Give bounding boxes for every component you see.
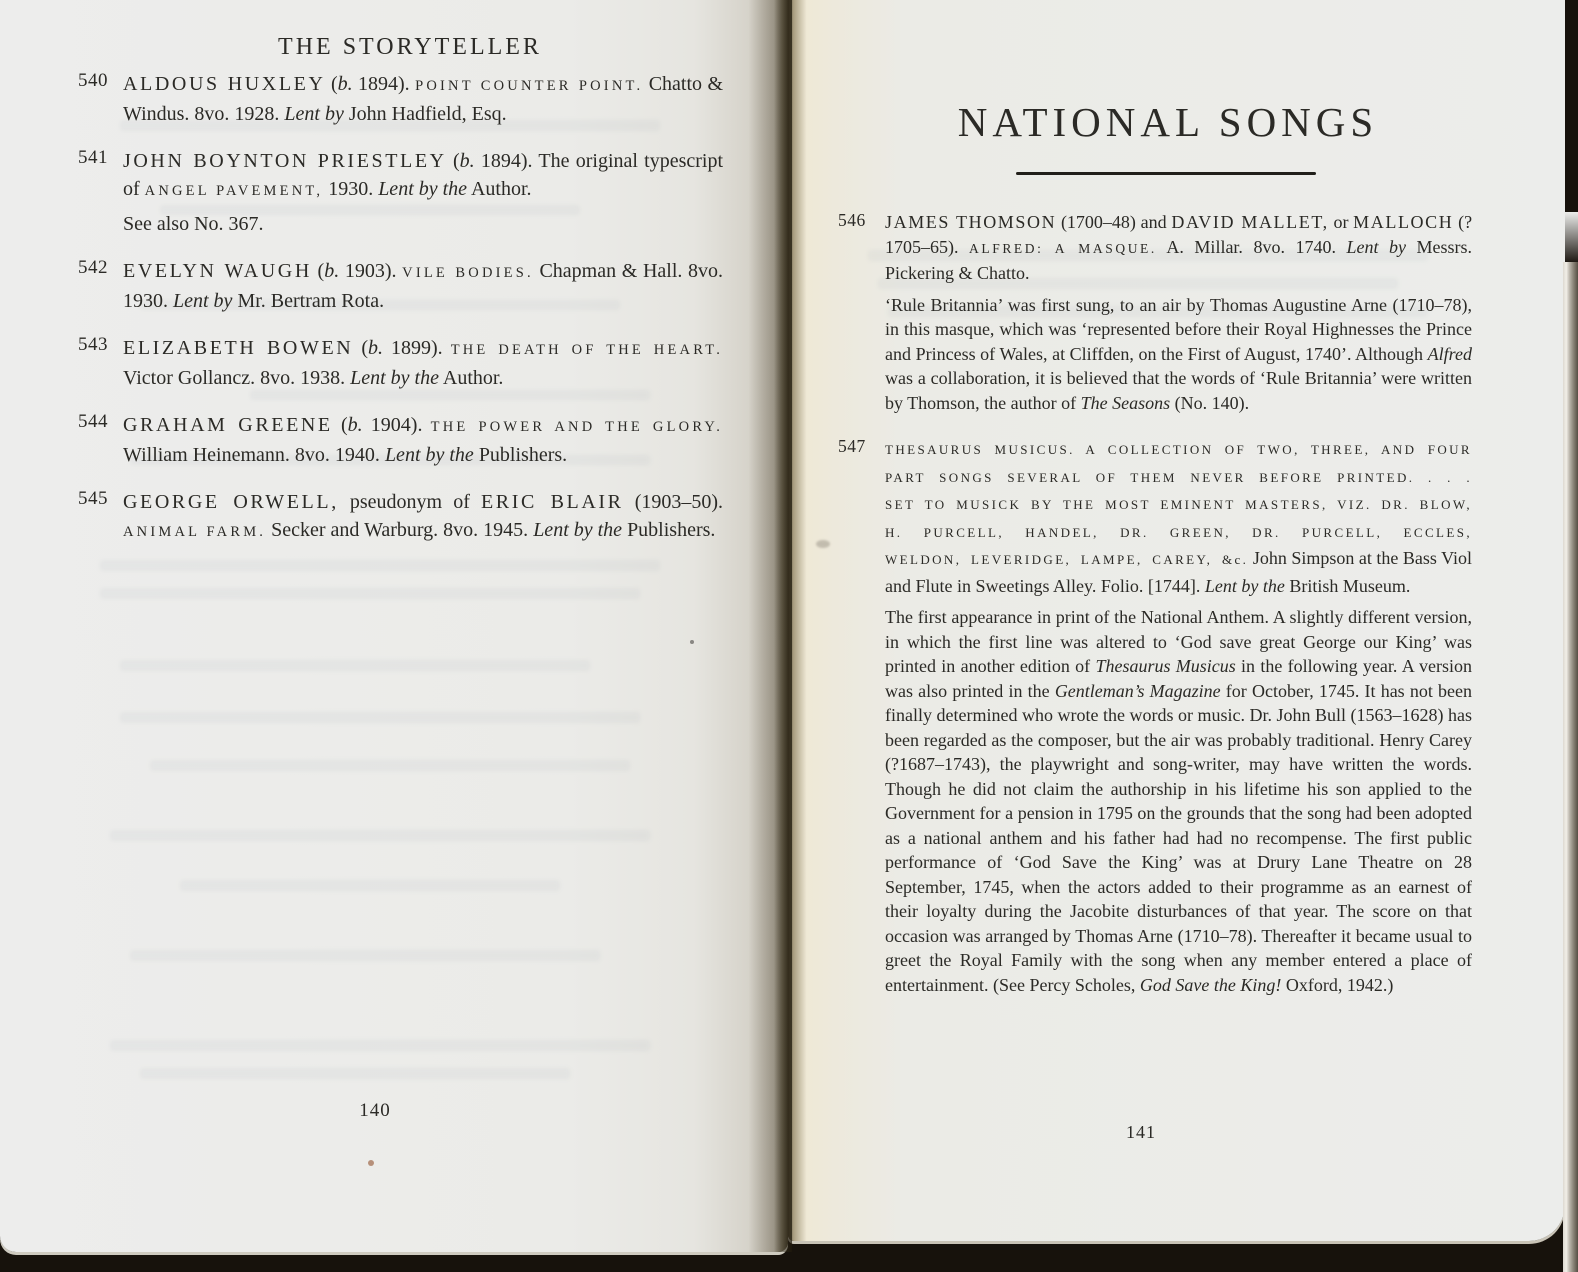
lent-by: Lent by [284, 103, 344, 125]
lender: Author. [442, 367, 504, 389]
catalogue-entry-541 [78, 147, 728, 238]
entry-commentary [885, 605, 1472, 997]
work-ref-italic: Thesaurus Musicus [1095, 656, 1236, 676]
imprint: Secker and Warburg. 8vo. 1945. [271, 519, 529, 541]
work-ref-italic: God Save the King! [1139, 974, 1282, 995]
lent-by: Lent by the [378, 178, 468, 200]
conjunction: or [1333, 212, 1349, 232]
show-through-line [120, 712, 640, 723]
work-title: VILE BODIES. [402, 265, 534, 281]
lender: Publishers. [478, 444, 568, 466]
paren: ( [317, 260, 325, 282]
commentary-text: in the following year. A version was also printed in the [885, 656, 1472, 701]
born-abbrev: b. [337, 73, 353, 95]
paper-speck [816, 540, 830, 548]
show-through-line [140, 1068, 570, 1079]
lender: Author. [470, 178, 532, 200]
author-name-2: DAVID MALLET, [1171, 212, 1329, 232]
entry-number: 541 [78, 147, 108, 168]
catalogue-entry-546 [838, 210, 1478, 415]
page-edge-stack [1563, 262, 1578, 1272]
entry-text [123, 147, 723, 238]
life-years-2: (?1705–65). [885, 212, 1473, 257]
entry-number: 544 [78, 411, 108, 432]
author-name: JOHN BOYNTON PRIESTLEY [123, 150, 447, 172]
work-title: ANGEL PAVEMENT, [144, 183, 324, 199]
right-entries [838, 210, 1478, 1018]
page-number-left: 140 [359, 1100, 391, 1121]
right-page [788, 0, 1565, 1241]
show-through-line [110, 830, 650, 841]
paren: ( [340, 414, 348, 436]
catalogue-entry-542 [78, 257, 728, 315]
work-ref-italic: Gentleman’s Magazine [1054, 680, 1221, 701]
lender: John Hadfield, Esq. [348, 103, 507, 125]
born-abbrev: b. [368, 337, 383, 359]
birth-year: 1894). [358, 73, 410, 95]
entry-number: 545 [78, 488, 108, 509]
entry-number: 542 [78, 257, 108, 278]
work-title: ALFRED: A MASQUE. [969, 240, 1157, 256]
imprint: William Heinemann. 8vo. 1940. [123, 444, 380, 466]
born-abbrev: b. [459, 150, 475, 172]
page-edge-fade [1563, 212, 1578, 264]
commentary-text: Oxford, 1942.) [1285, 974, 1394, 995]
entry-number: 540 [78, 70, 108, 91]
catalogue-entry-543 [78, 334, 728, 392]
imprint: Chatto & Windus. 8vo. 1928. [123, 73, 723, 125]
author-name: ELIZABETH BOWEN [123, 337, 354, 359]
imprint: Victor Gollancz. 8vo. 1938. [123, 367, 346, 389]
work-title: THE POWER AND THE GLORY. [430, 419, 724, 435]
pseudonym-text: pseudonym of [349, 491, 470, 513]
catalogue-entry-544 [78, 411, 728, 469]
entry-head [885, 210, 1472, 286]
commentary-text: ‘Rule Britannia’ was first sung, to an air by Thomas Augustine Arne (1710–78), in this masque, which was ‘represented before their Royal Highnesses the Prince and Princess of Wales, at Cliffden, on the First of August, 1740’. Although [885, 294, 1472, 364]
entry-head [885, 436, 1472, 598]
section-title: NATIONAL SONGS [957, 99, 1379, 145]
paper-speck [690, 640, 694, 644]
commentary-text: was a collaboration, it is believed that the words of ‘Rule Britannia’ were written by Thomson, the author of [885, 368, 1472, 413]
lent-by: Lent by [173, 290, 233, 312]
show-through-line [150, 760, 630, 771]
author-real-name: ERIC BLAIR [480, 491, 624, 513]
entry-commentary [885, 293, 1472, 416]
show-through-line [120, 660, 590, 671]
work-title: ANIMAL FARM. [123, 524, 267, 540]
author-name-3: MALLOCH [1353, 212, 1454, 232]
entry-text [123, 411, 723, 469]
imprint: John Simpson at the Bass Viol and Flute in Sweetings Alley. Folio. [1744]. [885, 548, 1473, 596]
entry-number: 543 [78, 334, 108, 355]
entry-number: 547 [838, 436, 866, 456]
entry-text [885, 436, 1472, 997]
conjunction: and [1140, 212, 1167, 232]
catalogue-entry-540 [78, 70, 728, 128]
lender: British Museum. [1289, 575, 1411, 596]
lent-by: Lent by the [1204, 575, 1285, 596]
page-number-right: 141 [1126, 1122, 1156, 1142]
show-through-line [100, 588, 640, 599]
author-name: ALDOUS HUXLEY [123, 73, 326, 95]
work-title-long: THESAURUS MUSICUS. A COLLECTION OF TWO, THREE, AND FOUR PART SONGS SEVERAL OF THEM NEVER BEFORE PRINTED. . . . SET TO MUSICK BY THE MOST EMINENT MASTERS, VIZ. DR. BLOW, H. PURCELL, HANDEL, DR. GREEN, DR. PURCELL, ECCLES, WELDON, LEVERIDGE, LAMPE, CAREY, &c. [885, 442, 1472, 567]
entry-number: 546 [838, 210, 866, 230]
author-name: JAMES THOMSON [885, 212, 1057, 232]
show-through-line [110, 1040, 650, 1051]
author-name: EVELYN WAUGH [123, 260, 312, 282]
show-through-line [180, 880, 560, 891]
entry-text [885, 210, 1472, 415]
birth-year: 1899). [391, 337, 443, 359]
born-abbrev: b. [347, 414, 363, 436]
lent-by: Lent by the [384, 444, 474, 466]
lender: Mr. Bertram Rota. [237, 290, 385, 312]
see-also-note: See also No. 367. [123, 213, 264, 235]
work-year: 1930. [328, 178, 374, 200]
born-abbrev: b. [324, 260, 340, 282]
work-title: POINT COUNTER POINT. [415, 78, 644, 94]
show-through-line [130, 950, 600, 961]
lent-by: Lent by the [350, 367, 439, 389]
entry-text [123, 70, 723, 128]
lent-by: Lent by [1346, 236, 1406, 257]
work-ref-italic: Alfred [1427, 343, 1472, 364]
author-name: GRAHAM GREENE [123, 414, 333, 436]
catalogue-entry-545 [78, 488, 728, 546]
imprint: Chapman & Hall. 8vo. 1930. [123, 260, 724, 312]
paren: ( [361, 337, 368, 359]
catalogue-entry-547 [838, 436, 1478, 997]
title-rule [1016, 172, 1316, 175]
paren: ( [330, 73, 338, 95]
life-years: (1700–48) [1060, 212, 1136, 232]
left-entries [78, 70, 728, 565]
left-page-header: THE STORYTELLER [278, 34, 542, 60]
birth-year: 1894). [480, 150, 533, 172]
lender: Messrs. Pickering & Chatto. [885, 236, 1473, 283]
commentary-text: for October, 1745. It has not been finally determined who wrote the words or music. Dr. John Bull (1563–1628) has been regarded as the composer, but the air was probably traditional. Henry Carey (?1687–1743), the playwright and song-writer, may have written the words. Though he did not claim the authorship in his lifetime his son applied to the Government for a pension in 1795 on the grounds that the song had been adopted as a national anthem and his father had had no recompense. The first public performance of ‘God Save the King’ was at Drury Lane Theatre on 28 September, 1745, when the actors added to their programme as an earnest of their loyalty during the Jacobite disturbances of that year. The score on that occasion was arranged by Thomas Arne (1710–78). Thereafter it became usual to greet the Royal Family with the song when any member entered a place of entertainment. (See Percy Scholes, [885, 680, 1473, 995]
paper-speck [368, 1160, 374, 1166]
entry-text [123, 488, 723, 546]
work-title: THE DEATH OF THE HEART. [450, 342, 724, 358]
imprint: A. Millar. 8vo. 1740. [1166, 236, 1336, 257]
entry-text [123, 334, 723, 392]
work-ref-italic: The Seasons [1080, 392, 1171, 413]
birth-year: 1903). [344, 260, 397, 282]
commentary-text: (No. 140). [1174, 392, 1250, 413]
author-name: GEORGE ORWELL, [123, 491, 339, 513]
commentary-text: The first appearance in print of the National Anthem. A slightly different version, in which the first line was altered to ‘God save great George our King’ was printed in another edition of [885, 607, 1472, 676]
lender: Publishers. [627, 519, 716, 541]
paren: ( [452, 150, 460, 172]
left-page [0, 0, 788, 1252]
life-years: (1903–50). [634, 491, 724, 513]
entry-text [123, 257, 723, 315]
pre-title: The original typescript of [123, 150, 724, 200]
birth-year: 1904). [370, 414, 423, 436]
lent-by: Lent by the [533, 519, 623, 541]
